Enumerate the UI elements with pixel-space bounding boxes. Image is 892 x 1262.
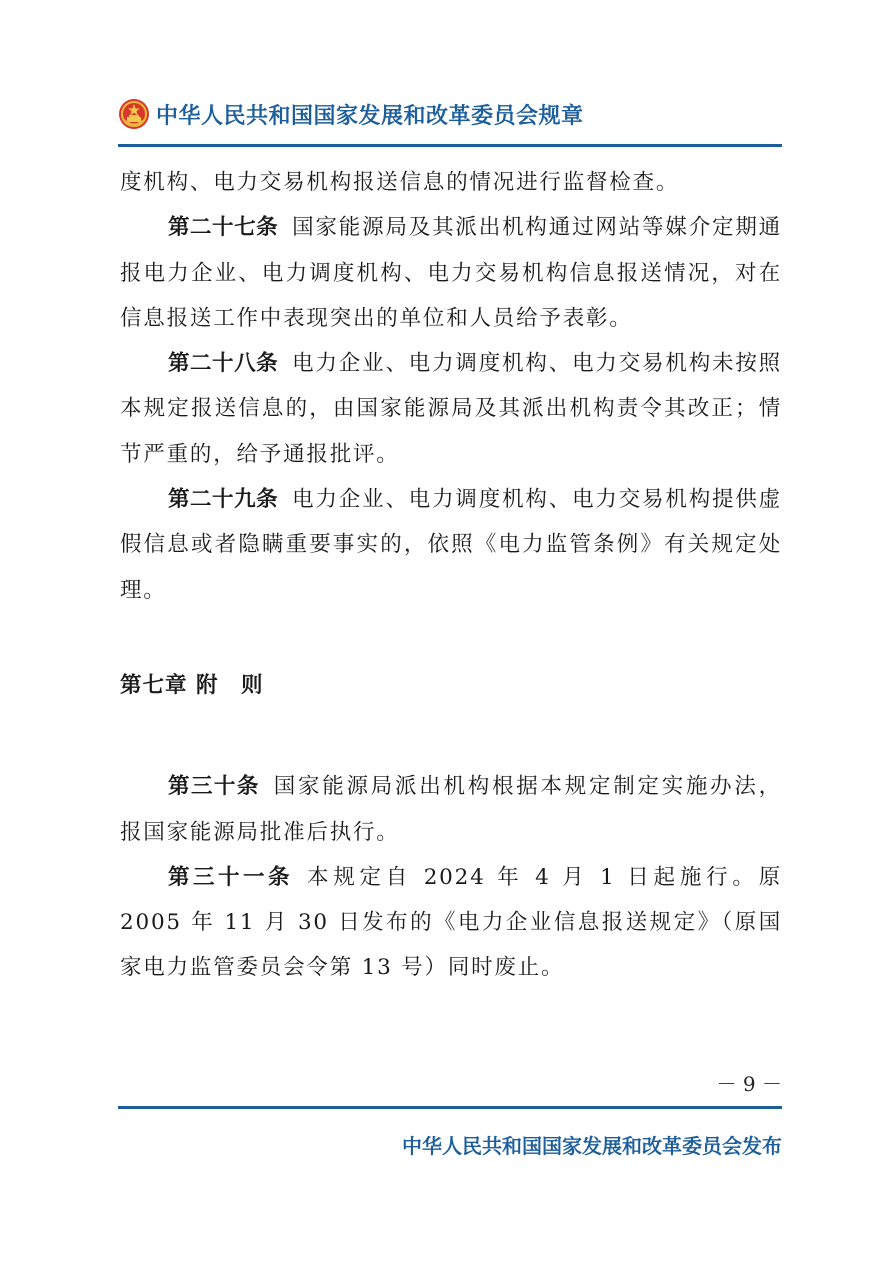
header-title: 中华人民共和国国家发展和改革委员会规章: [156, 103, 584, 129]
document-body: [120, 160, 782, 991]
article-31: [120, 855, 782, 991]
footer-publisher: 中华人民共和国国家发展和改革委员会发布: [402, 1134, 782, 1158]
article-30: [120, 764, 782, 855]
article-28: [120, 341, 782, 477]
page-header: [118, 94, 782, 134]
article-27: [120, 205, 782, 341]
article-28-text: 电力企业、电力调度机构、电力交易机构未按照本规定报送信息的，由国家能源局及其派出机构责令其改正；情节严重的，给予通报批评。: [120, 351, 782, 467]
article-30-text: 国家能源局派出机构根据本规定制定实施办法，报国家能源局批准后执行。: [120, 774, 782, 845]
article-28-label: 第二十八条: [168, 351, 279, 377]
paragraph-continuation: 度机构、电力交易机构报送信息的情况进行监督检查。: [120, 170, 680, 195]
national-emblem-icon: [118, 98, 150, 130]
article-31-label: 第三十一条: [168, 864, 293, 890]
article-29: [120, 477, 782, 613]
page-number: － 9 －: [716, 1072, 782, 1096]
article-27-text: 国家能源局及其派出机构通过网站等媒介定期通报电力企业、电力调度机构、电力交易机构信息报送情况，对在信息报送工作中表现突出的单位和人员给予表彰。: [120, 215, 782, 331]
chapter-heading: 第七章 附 则: [120, 672, 264, 698]
article-31-text: 本规定自 2024 年 4 月 1 日起施行。原 2005 年 11 月 30 日发布的《电力企业信息报送规定》（原国家电力监管委员会令第 13 号）同时废止。: [120, 864, 782, 981]
article-30-label: 第三十条: [168, 774, 260, 800]
article-27-label: 第二十七条: [168, 215, 279, 241]
footer-divider: [118, 1106, 782, 1109]
article-29-text: 电力企业、电力调度机构、电力交易机构提供虚假信息或者隐瞒重要事实的，依照《电力监管条例》有关规定处理。: [120, 487, 782, 603]
header-divider: [118, 144, 782, 147]
article-29-label: 第二十九条: [168, 487, 279, 513]
